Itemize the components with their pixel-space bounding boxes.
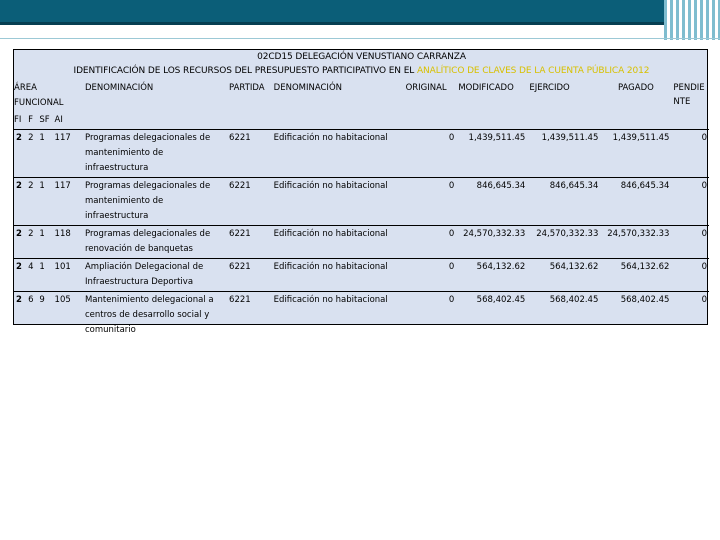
budget-table-panel: [13, 49, 708, 335]
top-banner: [0, 0, 720, 22]
cell-partida: 6221: [227, 130, 272, 178]
header-original: ORIGINAL: [405, 83, 447, 93]
cell-modificado: 568,402.45: [456, 292, 527, 340]
cell-denominacion: Mantenimiento delegacional a centros de desarrollo social y comunitario: [83, 292, 227, 340]
cell-sf: 1: [37, 226, 52, 259]
header-ai: AI: [54, 115, 63, 125]
subtitle-prefix: IDENTIFICACIÓN DE LOS RECURSOS DEL PRESUPUESTO PARTICIPATIVO EN EL: [73, 66, 415, 76]
document-title: 02CD15 DELEGACIÓN VENUSTIANO CARRANZA: [257, 52, 466, 62]
header-partida: PARTIDA: [229, 83, 265, 93]
cell-pagado: 568,402.45: [600, 292, 671, 340]
cell-pagado: 564,132.62: [600, 259, 671, 292]
cell-sf: 9: [37, 292, 52, 340]
cell-pagado: 1,439,511.45: [600, 130, 671, 178]
table-row: [14, 226, 709, 259]
cell-ejercido: 568,402.45: [527, 292, 600, 340]
decorative-stripes: [664, 0, 720, 40]
cell-original: 0: [404, 259, 457, 292]
cell-ejercido: 1,439,511.45: [527, 130, 600, 178]
cell-f: 6: [26, 292, 37, 340]
top-banner-shadow: [0, 22, 720, 25]
cell-f: 2: [26, 178, 37, 226]
cell-fi: 2: [14, 292, 26, 340]
cell-partida: 6221: [227, 292, 272, 340]
header-f: F: [28, 115, 34, 125]
cell-fi: 2: [14, 130, 26, 178]
cell-modificado: 564,132.62: [456, 259, 527, 292]
cell-partida-denominacion: Edificación no habitacional: [272, 130, 404, 178]
cell-ejercido: 846,645.34: [527, 178, 600, 226]
cell-pagado: 24,570,332.33: [600, 226, 671, 259]
cell-ai: 117: [53, 130, 83, 178]
cell-fi: 2: [14, 178, 26, 226]
table-row: [14, 292, 709, 340]
cell-partida-denominacion: Edificación no habitacional: [272, 292, 404, 340]
cell-ejercido: 564,132.62: [527, 259, 600, 292]
header-partida-denominacion: DENOMINACIÓN: [273, 83, 342, 93]
cell-original: 0: [404, 178, 457, 226]
cell-partida-denominacion: Edificación no habitacional: [272, 178, 404, 226]
cell-partida-denominacion: Edificación no habitacional: [272, 259, 404, 292]
table-row: [14, 259, 709, 292]
cell-denominacion: Programas delegacionales de mantenimiento de infraestructura: [83, 178, 227, 226]
cell-pendiente: 0: [671, 178, 709, 226]
header-area: [14, 80, 83, 112]
cell-original: 0: [404, 226, 457, 259]
accent-line: [0, 38, 720, 39]
cell-sf: 1: [37, 259, 52, 292]
cell-f: 2: [26, 226, 37, 259]
header-sf: SF: [39, 115, 50, 125]
cell-partida-denominacion: Edificación no habitacional: [272, 226, 404, 259]
header-pendiente: PENDIE NTE: [673, 83, 705, 107]
cell-denominacion: Ampliación Delegacional de Infraestructura Deportiva: [83, 259, 227, 292]
cell-sf: 1: [37, 178, 52, 226]
cell-pendiente: 0: [671, 259, 709, 292]
header-funcional-label: FUNCIONAL: [14, 98, 64, 108]
cell-pagado: 846,645.34: [600, 178, 671, 226]
table-row: [14, 178, 709, 226]
cell-pendiente: 0: [671, 226, 709, 259]
cell-ai: 117: [53, 178, 83, 226]
header-fi: FI: [14, 115, 22, 125]
cell-f: 4: [26, 259, 37, 292]
cell-ejercido: 24,570,332.33: [527, 226, 600, 259]
cell-pendiente: 0: [671, 292, 709, 340]
cell-denominacion: Programas delegacionales de renovación de banquetas: [83, 226, 227, 259]
cell-modificado: 24,570,332.33: [456, 226, 527, 259]
cell-original: 0: [404, 292, 457, 340]
cell-ai: 118: [53, 226, 83, 259]
cell-original: 0: [404, 130, 457, 178]
cell-f: 2: [26, 130, 37, 178]
budget-table: [14, 80, 709, 339]
header-pagado: PAGADO: [617, 83, 654, 93]
header-row: [14, 80, 709, 112]
cell-denominacion: Programas delegacionales de mantenimiento de infraestructura: [83, 130, 227, 178]
document-subtitle: [14, 65, 709, 77]
table-row: [14, 130, 709, 178]
header-area-label: ÁREA: [14, 83, 37, 93]
cell-modificado: 846,645.34: [456, 178, 527, 226]
cell-fi: 2: [14, 259, 26, 292]
cell-pendiente: 0: [671, 130, 709, 178]
cell-partida: 6221: [227, 226, 272, 259]
header-denominacion: DENOMINACIÓN: [84, 83, 154, 93]
cell-ai: 101: [53, 259, 83, 292]
cell-modificado: 1,439,511.45: [456, 130, 527, 178]
cell-partida: 6221: [227, 178, 272, 226]
cell-ai: 105: [53, 292, 83, 340]
cell-sf: 1: [37, 130, 52, 178]
cell-partida: 6221: [227, 259, 272, 292]
header-ejercido: EJERCIDO: [529, 83, 570, 93]
subheader-row: [14, 112, 709, 130]
cell-fi: 2: [14, 226, 26, 259]
subtitle-highlight: ANALÍTICO DE CLAVES DE LA CUENTA PÚBLICA 2012: [416, 66, 650, 76]
header-modificado: MODIFICADO: [458, 83, 514, 93]
